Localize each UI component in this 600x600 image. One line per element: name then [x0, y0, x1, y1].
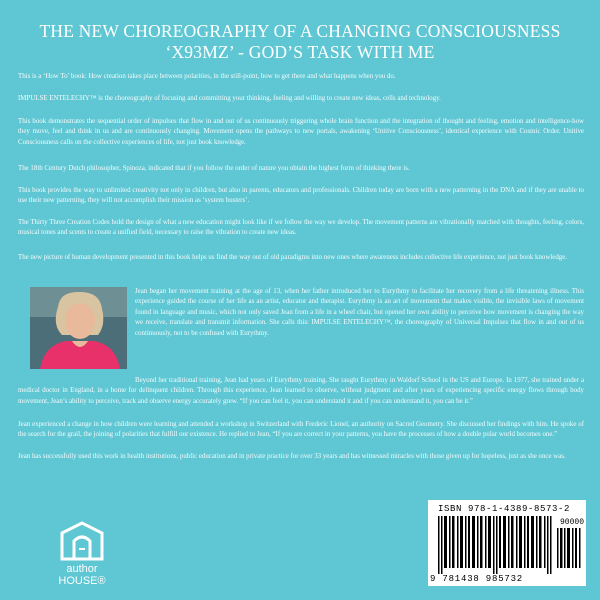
price-barcode-bars [556, 528, 582, 568]
isbn-label: ISBN 978-1-4389-8573-2 [438, 504, 571, 514]
title-line-2: ‘X93MZ’ - GOD’S TASK WITH ME [165, 42, 435, 62]
paragraph-creation-codes: The Thirty Three Creation Codes hold the design of what a new education might look like if we follow the way we develop. The movement patterns are vibrationally matched with thoughts, feeling, colors, musical tones and scents to create a unified field, necessary to raise the vibration to create new ideas. [18, 219, 584, 237]
paragraph-creativity: This book provides the way to unlimited creativity not only in children, but also in parents, educators and professionals. Children today are born with a new patterning in the DNA and if they are unable to use their new patterning, they will not accomplish their mission as ‘system busters’. [18, 187, 584, 205]
publisher-name: author HOUSE® [58, 563, 106, 587]
paragraph-demonstrates: This book demonstrates the sequential order of impulses that flow in and out of us continuously triggering whole brain function and the integration of thought and feeling, emotion and intelligence-how they move, feel and think in us and are continuously changing. Movement opens the pathways to new portals, awakening ‘Unitive Consciousness’, identical experience with Cosmic Order. Unitive Consciousness calls on the collective experiences of life, not just book knowledge. [18, 118, 584, 146]
house-icon [42, 519, 122, 563]
price-code: 90000 [560, 518, 585, 527]
paragraph-spinoza: The 18th Century Dutch philosopher, Spinoza, indicated that if you follow the order of nature you obtain the highest form of thinking there is. [18, 165, 410, 172]
isbn-barcode [428, 500, 586, 586]
bio-below-photo: Beyond her traditional training, Jean had years of Eurythmy training. She taught Eurythmy in Waldorf School in the US and Europe. In 1977, she trained under a medical doctor in England, in a home for delinquent children. Through this experience, Jean learned to observe, without judgment and after years of experiencing specific energy flows through body movement, Jean’s ability to perceive, track and observe energy accurately grew. “If you can feel it, you can understand it and if you can understand it, you can be it.” [18, 377, 584, 405]
paragraph-development: The new picture of human development presented in this book helps us find the way out of old paradigms into new ones where awareness includes collective life experience, not just book knowledge. [18, 254, 567, 261]
author-photo [30, 287, 127, 369]
paragraph-how-to: This is a ‘How To’ book: How creation takes place between polarities, in the still-point, how to get there and what happens when you do. [18, 73, 396, 80]
paragraph-impulse: IMPULSE ENTELECHY™ is the choreography of focusing and committing your thinking, feeling and willing to create new ideas, cells and technology. [18, 95, 441, 102]
barcode-bars [436, 516, 554, 574]
authorhouse-logo [42, 519, 122, 587]
title-line-1: THE NEW CHOREOGRAPHY OF A CHANGING CONSCIOUSNESS [39, 21, 561, 41]
bio-paragraph-lionel: Jean experienced a change in how children were learning and attended a workshop in Switzerland with Frederic Lionel, an authority on Sacred Geometry. She discussed her findings with him. He spoke of the search for the grail, the joining of polarities that fulfill our existence. He replied to Jean, “If you are correct in your patterns, you have the processes of how a double polar world becomes one.” [18, 421, 584, 439]
barcode-number: 9 781438 985732 [430, 574, 524, 584]
bio-beside-photo: Jean began her movement training at the age of 13, when her father introduced her to Eurythmy to facilitate her recovery from a life threatening illness. This experience guided the course of her life as an artist, educator and therapist. Eurythmy is an art of movement that makes visible, the invisible laws of movement found in language and music, which not only saved Jean from a life in a wheel chair, but opened her own ability to perceive how movement is changing the way we receive, translate and transmit information. She calls this: IMPULSE ENTELECHY™, the choreography of Universal Impulses that flow in and out of us continuously, not to be confused with Eurythmy. [135, 288, 584, 337]
bio-paragraph-practice: Jean has successfully used this work in health institutions, public education and in private practice for over 33 years and has witnessed miracles with those given up for hopeless, just as she once was. [18, 453, 566, 460]
